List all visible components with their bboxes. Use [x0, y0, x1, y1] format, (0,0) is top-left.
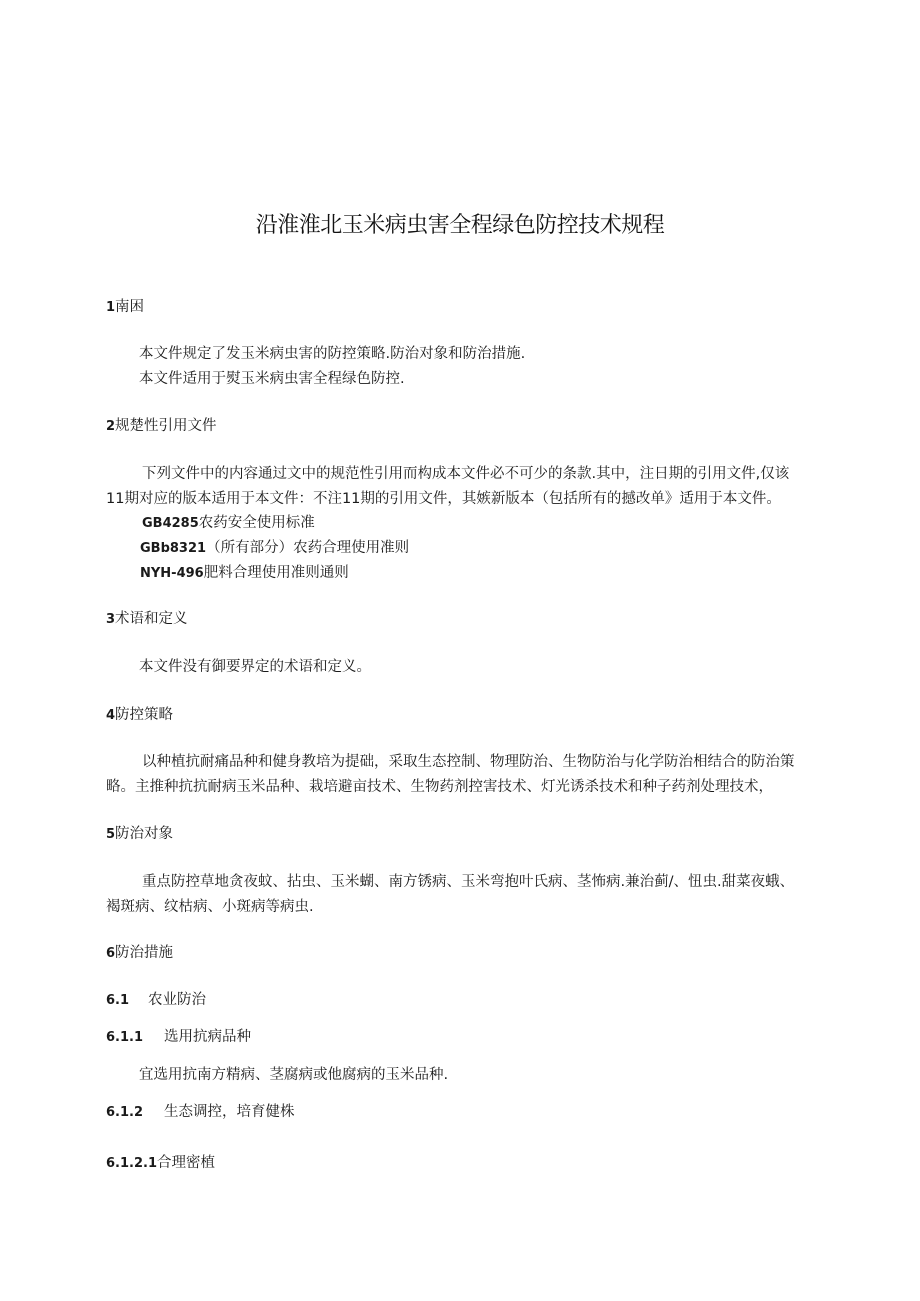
section-3-number: 3: [106, 612, 116, 627]
section-2-paragraph-line-1: 下列文件中的内容通过文中的规范性引用而构成本文件必不可少的条款.其中，注日期的引用文件,仅该: [142, 466, 790, 482]
section-1-paragraph-1: 本文件规定了发玉米病虫害的防控策略.防治对象和防治措施.: [139, 346, 526, 362]
section-5-heading: [106, 824, 173, 845]
subsection-6-1-1-number: 6.1.1: [106, 1030, 144, 1045]
section-5-paragraph-line-2: 褐斑病、纹枯病、小斑病等病虫.: [106, 899, 314, 915]
section-6-title: 防治措施: [115, 945, 174, 961]
section-4-paragraph-line-2: 略。主推种抗抗耐病玉米品种、栽培避亩技术、生物药剂控害技术、灯光诱杀技术和种子药剂处理技术，: [106, 779, 773, 795]
section-6-number: 6: [106, 946, 116, 961]
reference-item: [140, 563, 349, 584]
section-1-title: 南困: [115, 299, 145, 315]
subsection-6-1-number: 6.1: [106, 993, 130, 1008]
subsection-6-1-2-1-title: 合理密植: [157, 1155, 215, 1171]
subsection-6-1-2-heading: [106, 1102, 295, 1123]
section-2-heading: [106, 416, 217, 437]
reference-item: [142, 513, 315, 534]
section-4-number: 4: [106, 708, 116, 723]
section-4-title: 防控策略: [115, 707, 174, 723]
section-2-number: 2: [106, 419, 116, 434]
section-5-title: 防治对象: [115, 826, 174, 842]
section-4-paragraph-line-1: 以种植抗耐痛品种和健身教培为提础，采取生态控制、物理防治、生物防治与化学防治相结合的防治策: [142, 754, 795, 770]
section-5-paragraph-line-1: 重点防控草地贪夜蚊、拈虫、玉米蝴、南方锈病、玉米弯抱叶氏病、茎怖病.兼治蓟/、忸虫.甜菜夜蛾、: [142, 874, 795, 890]
subsection-6-1-title: 农业防治: [148, 992, 206, 1008]
section-3-heading: [106, 609, 188, 630]
section-4-heading: [106, 705, 173, 726]
section-3-paragraph: 本文件没有御要界定的术语和定义。: [139, 659, 371, 675]
reference-code: GBb8321: [140, 541, 207, 556]
subsection-6-1-2-1-heading: [106, 1153, 215, 1174]
reference-code: GB4285: [142, 516, 199, 531]
subsection-6-1-heading: [106, 990, 206, 1011]
section-1-paragraph-2: 本文件适用于熨玉米病虫害全程绿色防控.: [139, 371, 405, 387]
subsection-6-1-1-heading: [106, 1027, 251, 1048]
subsection-6-1-1-title: 选用抗病品种: [164, 1029, 251, 1045]
section-5-number: 5: [106, 827, 116, 842]
subsection-6-1-1-paragraph: 宜选用抗南方精病、茎腐病或他腐病的玉米品种.: [139, 1067, 449, 1083]
reference-code: NYH-496: [140, 566, 204, 581]
document-title: 沿淮淮北玉米病虫害全程绿色防控技术规程: [255, 213, 665, 238]
subsection-6-1-2-number: 6.1.2: [106, 1105, 144, 1120]
section-1-heading: [106, 297, 144, 318]
section-2-title: 规楚性引用文件: [115, 418, 217, 434]
section-3-title: 术语和定义: [115, 611, 188, 627]
subsection-6-1-2-1-number: 6.1.2.1: [106, 1156, 157, 1171]
section-6-heading: [106, 943, 173, 964]
reference-title: （所有部分）农药合理使用准则: [206, 540, 410, 556]
section-1-number: 1: [106, 300, 116, 315]
reference-title: 肥料合理使用准则通则: [203, 565, 349, 581]
reference-title: 农药安全使用标准: [198, 515, 315, 531]
section-2-paragraph-line-2: 11期对应的版本适用于本文件：不注11期的引用文件，其嫉新版本（包括所有的撼改单》适用于本文件。: [106, 491, 781, 507]
subsection-6-1-2-title: 生态调控，培育健株: [164, 1104, 295, 1120]
reference-item: [140, 538, 409, 559]
